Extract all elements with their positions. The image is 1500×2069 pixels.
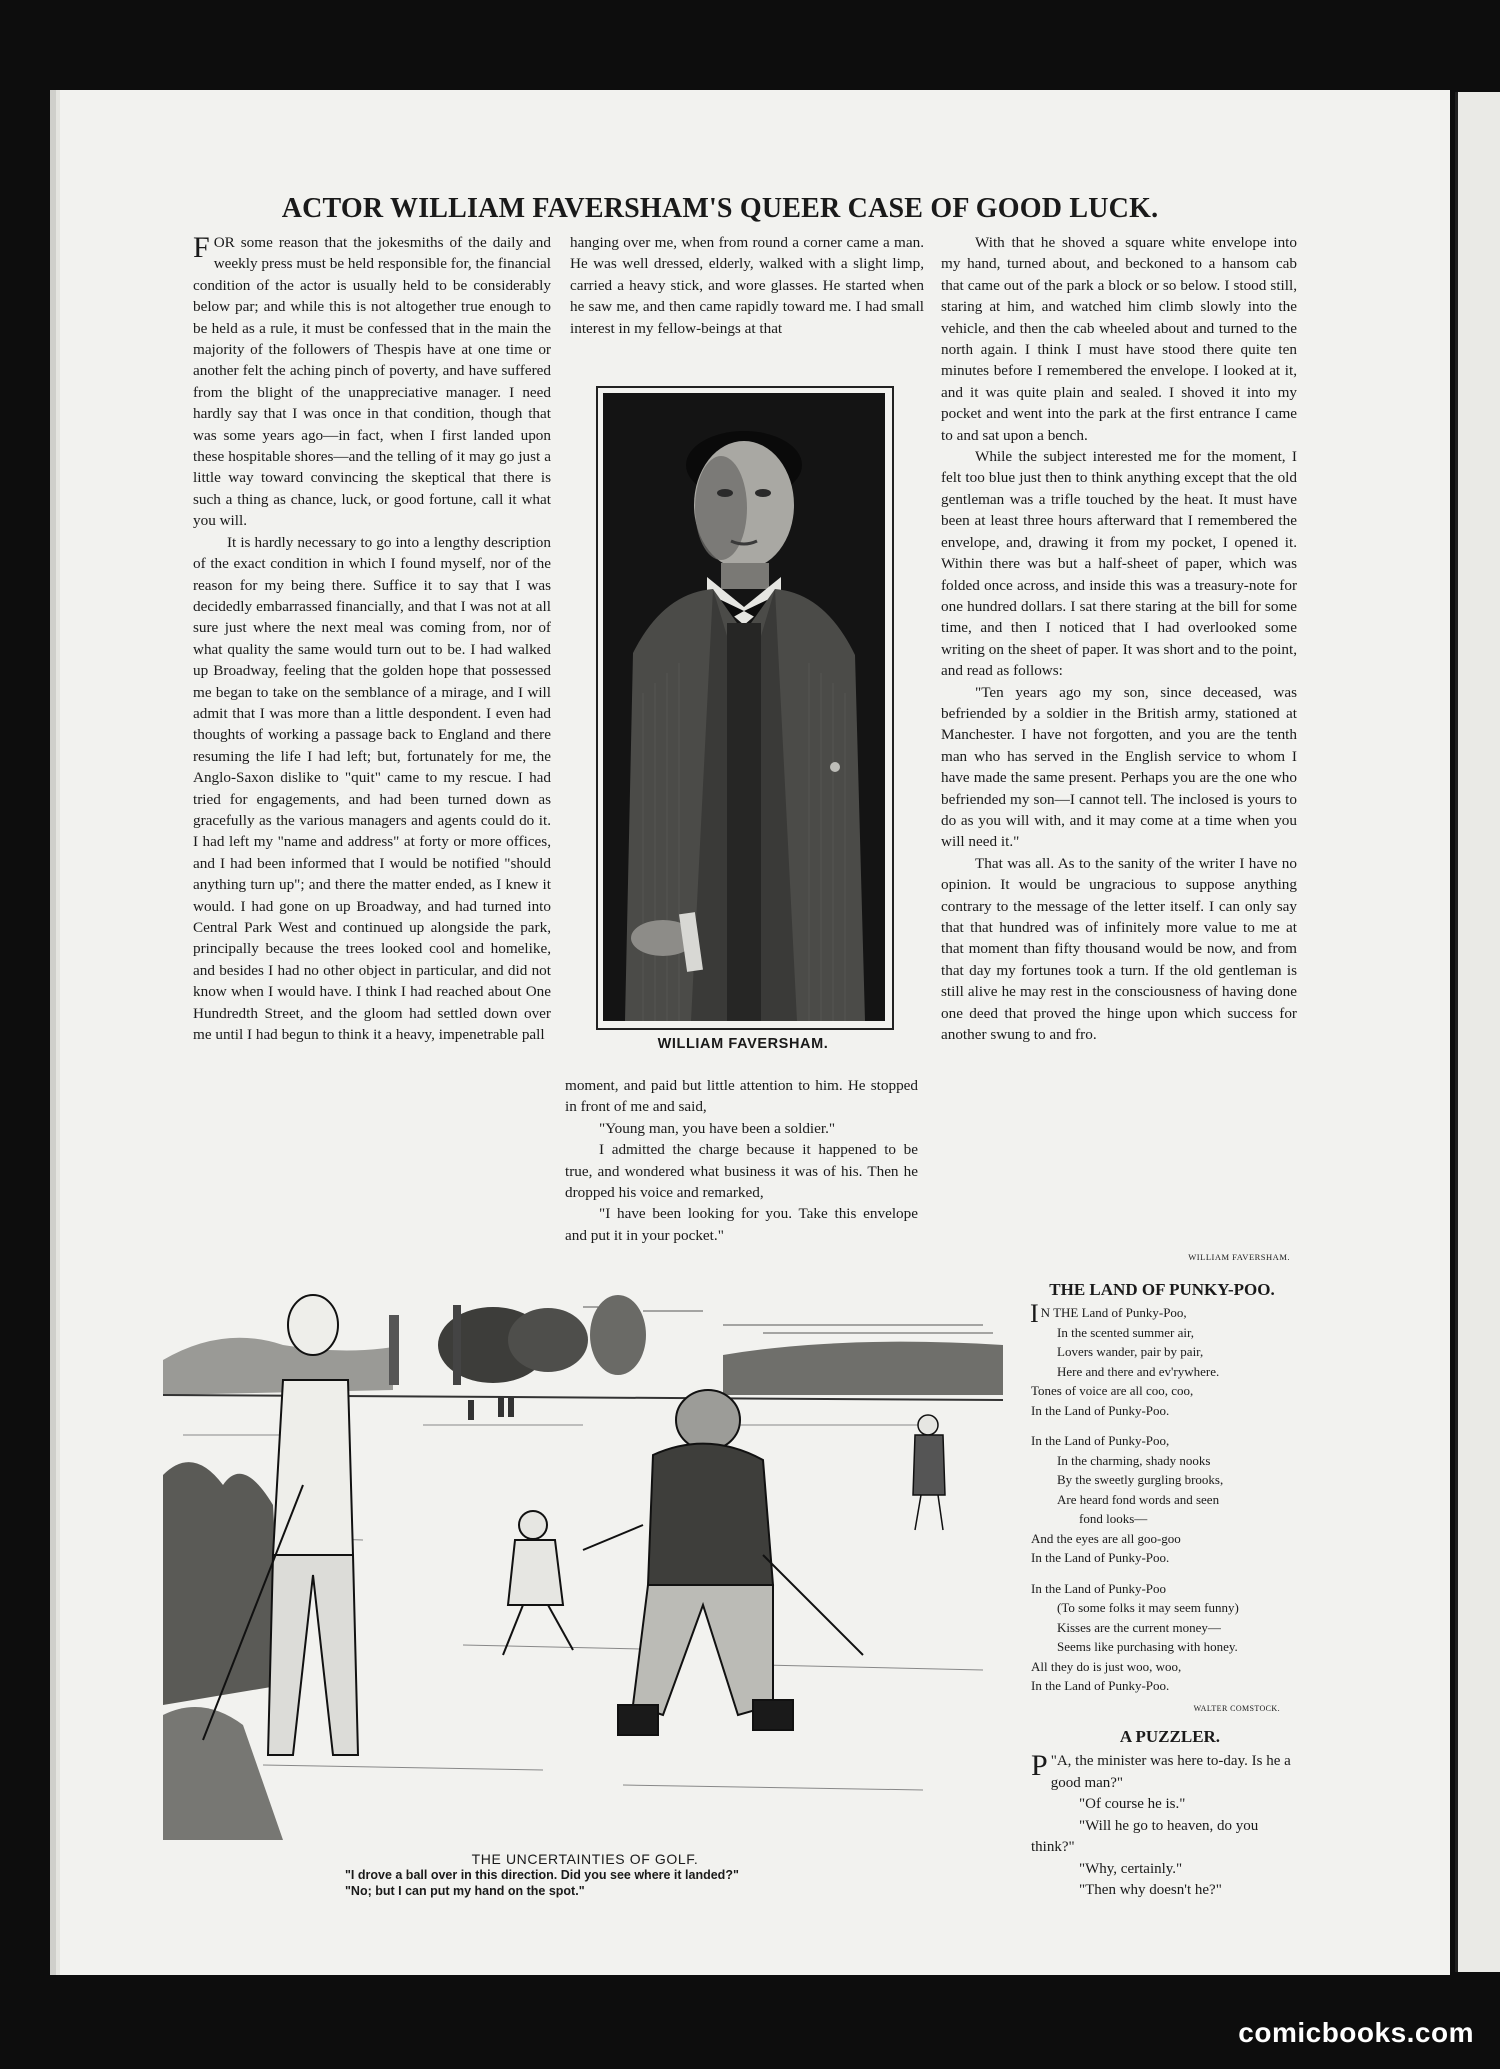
article-headline: ACTOR WILLIAM FAVERSHAM'S QUEER CASE OF GOOD LUCK. [281, 193, 1159, 224]
portrait-photo [603, 393, 885, 1021]
poem-line: Kisses are the current money— [1057, 1619, 1221, 1635]
paragraph-text: OR some reason that the jokesmiths of the daily and weekly press must be held responsible for, the financial condition of the actor is usually held to be considerably below par; and while this is not altogether true enough to be held as a rule, it must be confessed that in the main the majority of the followers of Thespis have at one time or another felt the aching pinch of poverty, and have suffered from the blight of the unappreciative manager. I need hardly say that I was once in that condition, though that was some years ago—in fact, when I first landed upon these hospitable shores—and the telling of it may go just a little way toward convincing the skeptical that there is such a thing as chance, luck, or good fortune, call it what you will. [193, 234, 551, 530]
paragraph: I admitted the charge because it happened to be true, and wondered what business it was of his. Then he dropped his voice and remarked, [565, 1141, 918, 1202]
poem-line: In the Land of Punky-Poo [1031, 1580, 1167, 1596]
poem-line: In the Land of Punky-Poo. [1031, 1550, 1170, 1565]
poem-stanza [1031, 1579, 1321, 1696]
article-column-3 [941, 232, 1297, 1045]
dialogue-line [1031, 1751, 1293, 1794]
drop-cap: P [1031, 1749, 1048, 1782]
article-column-2-bottom [565, 1075, 918, 1246]
paragraph: While the subject interested me for the moment, I felt too blue just then to think anything except that the old gentleman was a trifle touched by the heat. It must have been at least three hours afterward that I remembered the envelope, and, drawing it from my pocket, I opened it. Within there was but a half-sheet of paper, which was folded once across, and inside this was a treasury-note for one hundred dollars. I sat there staring at the bill for some time, and then I noticed that I had overlooked some writing on the sheet of paper. It was short and to the point, and read as follows: [941, 448, 1297, 680]
poem-stanza [1030, 1299, 1321, 1420]
poem [1030, 1299, 1321, 1707]
golf-caption-line: "I drove a ball over in this direction. Did you see where it landed?" [345, 1868, 739, 1882]
portrait-caption: WILLIAM FAVERSHAM. [657, 1036, 829, 1052]
paragraph: "I have been looking for you. Take this envelope and put it in your pocket." [565, 1205, 918, 1244]
poem-line: Are heard fond words and seen [1057, 1491, 1220, 1507]
quoted-letter: "Ten years ago my son, since deceased, was befriended by a soldier in the British army, stationed at Manchester. I have not forgotten, and you are the tenth man who has served in the English service to whom I have made the same present. Perhaps you are the one who befriended my son—I cannot tell. The inclosed is yours to do as you will with, and it may come at a time when you will need it." [941, 683, 1297, 851]
poem-line: fond looks— [1079, 1511, 1148, 1526]
dialogue-text: A, the minister was here to-day. Is he a good man?" [1050, 1753, 1291, 1791]
poem-line-text: N THE Land of Punky-Poo, [1040, 1305, 1187, 1320]
dialogue-line: "Of course he is." [1079, 1796, 1186, 1812]
paragraph: With that he shoved a square white envelope into my hand, turned about, and beckoned to a hansom cab that came out of the park a block or so below. I stood still, staring at him, and watched him climb slowly into the vehicle, and then the cab wheeled about and turned to the north again. I think I must have stood there quite ten minutes before I remembered the envelope. I looked at it, and it was quite plain and sealed. I shoved it into my pocket and went into the park at the first entrance I came to and sat upon a bench. [941, 234, 1297, 444]
poem-line: And the eyes are all goo-goo [1031, 1530, 1181, 1546]
golf-caption [165, 1851, 1005, 1899]
poem-line: All they do is just woo, woo, [1031, 1658, 1182, 1674]
poem-stanza [1031, 1431, 1321, 1568]
open-quote: " [1050, 1753, 1057, 1769]
poem-signature: WALTER COMSTOCK. [1193, 1704, 1280, 1713]
poem-line: Seems like purchasing with honey. [1057, 1639, 1238, 1654]
poem-title: THE LAND OF PUNKY-POO. [1049, 1280, 1275, 1299]
paragraph: "Young man, you have been a soldier." [599, 1119, 836, 1137]
poem-line: Here and there and ev'rywhere. [1057, 1363, 1220, 1379]
poem-line: In the charming, shady nooks [1057, 1452, 1211, 1468]
paragraph [193, 232, 551, 532]
drop-cap: F [193, 231, 210, 264]
poem-line: Tones of voice are all coo, coo, [1031, 1383, 1194, 1398]
paragraph: hanging over me, when from round a corner came a man. He was well dressed, elderly, walked with a slight limp, carried a heavy stick, and wore glasses. He started when he saw me, and then came rapidly toward me. I had small interest in my fellow-beings at that [570, 234, 924, 337]
site-watermark: comicbooks.com [1238, 2017, 1474, 2048]
portrait-frame [596, 386, 894, 1030]
paragraph: moment, and paid but little attention to him. He stopped in front of me and said, [565, 1077, 918, 1116]
article-column-1 [193, 232, 551, 1045]
poem-line: In the Land of Punky-Poo. [1031, 1402, 1170, 1418]
article-signature: WILLIAM FAVERSHAM. [1188, 1252, 1290, 1262]
paragraph: That was all. As to the sanity of the writer I have no opinion. It would be ungracious to suppose anything contrary to the message of the letter itself. I can only say that that hundred was of infinitely more value to me at that moment than fifty thousand would be now, and from that day my fortunes took a turn. If the old gentleman is still alive he may rest in the consciousness of having done one deed that proved the hinge upon which success for another swung to and fro. [941, 854, 1297, 1044]
dialogue-line: "Why, certainly." [1079, 1860, 1183, 1877]
dialogue-line: "Will he go to heaven, do you think?" [1031, 1817, 1259, 1855]
poem-line [1030, 1299, 1321, 1328]
next-page-edge [1455, 92, 1500, 1972]
puzzler-title: A PUZZLER. [1119, 1727, 1221, 1746]
poem-line: Lovers wander, pair by pair, [1057, 1344, 1204, 1359]
golf-caption-line: "No; but I can put my hand on the spot." [345, 1884, 585, 1898]
portrait-illustration [603, 393, 885, 1021]
dialogue-line: "Then why doesn't he?" [1079, 1882, 1222, 1898]
drop-cap: I [1030, 1299, 1039, 1328]
puzzler-dialogue [1031, 1751, 1293, 1902]
poem-line: In the scented summer air, [1057, 1324, 1195, 1340]
paragraph: It is hardly necessary to go into a lengthy description of the exact condition in which I found myself, nor of the reason for my being there. Suffice it to say that I was decidedly embarrassed financially, and that I was not at all sure just where the next meal was coming from, nor of what quality the same would turn out to be. I had walked up Broadway, feeling that the golden hope that possessed me began to take on the semblance of a mirage, and I will admit that I was more than a little despondent. I even had thoughts of working a passage back to England and there resuming the life I had left; but, fortunately for me, the Anglo-Saxon dislike to "quit" came to my rescue. I had tried for engagements, and had been turned down as gracefully as the various managers and agents could do it. I had left my "name and address" at forty or more offices, and I had been informed that I would be notified "should anything turn up"; and there the matter ended, as I knew it would. I had gone on up Broadway, and had turned into Central Park West and continued up alongside the park, principally because the trees looked cool and homelike, and besides I had no other object in particular, and did not know when I would have. I think I had reached about One Hundredth Street, and the gloom had settled down over me until I had begun to think it a heavy, impenetrable pall [193, 533, 551, 1044]
golf-cartoon [163, 1285, 1003, 1840]
poem-line: By the sweetly gurgling brooks, [1057, 1472, 1224, 1487]
poem-line: (To some folks it may seem funny) [1057, 1600, 1239, 1615]
article-column-2-top [570, 232, 924, 339]
poem-line: In the Land of Punky-Poo. [1031, 1678, 1170, 1693]
golf-caption-title: THE UNCERTAINTIES OF GOLF. [471, 1851, 699, 1867]
poem-line: In the Land of Punky-Poo, [1031, 1433, 1170, 1448]
golf-cartoon-illustration [163, 1285, 1003, 1840]
